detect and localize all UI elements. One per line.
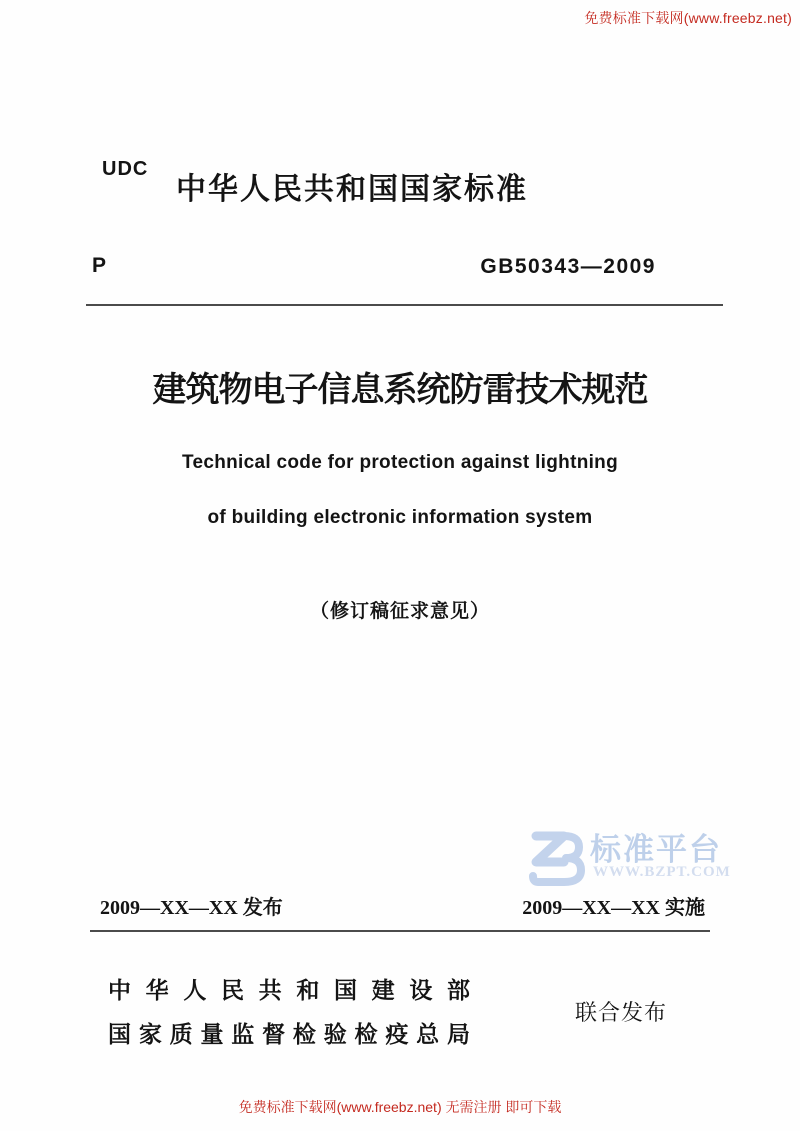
- implementation-date: 2009—XX—XX 实施: [522, 897, 705, 919]
- publisher-quality-inspection-administration: 国 家 质 量 监 督 检 验 检 疫 总 局: [108, 1021, 470, 1047]
- standard-number: GB50343—2009: [480, 255, 656, 278]
- top-divider-rule: [86, 304, 723, 306]
- standard-title-english-line2: of building electronic information system: [207, 507, 593, 528]
- udc-label: UDC: [102, 158, 149, 180]
- revision-draft-note: （修订稿征求意见）: [309, 601, 490, 622]
- classification-code: P: [92, 254, 107, 277]
- footer-download-site-link[interactable]: 免费标准下载网(www.freebz.net) 无需注册 即可下载: [238, 1099, 562, 1115]
- header-download-site-link[interactable]: 免费标准下载网(www.freebz.net): [584, 10, 792, 26]
- joint-publish-label: 联合发布: [575, 1000, 668, 1025]
- watermark-site-name: 标准平台: [590, 832, 722, 867]
- standard-title-english-line1: Technical code for protection against lightning: [182, 452, 618, 473]
- bzpt-watermark: [524, 822, 731, 892]
- national-standard-heading: 中华人民共和国国家标准: [176, 173, 528, 206]
- bottom-divider-rule: [90, 930, 710, 932]
- issue-date: 2009—XX—XX 发布: [100, 897, 283, 919]
- standard-title-chinese: 建筑物电子信息系统防雷技术规范: [152, 371, 648, 409]
- bzpt-logo-icon: [524, 824, 588, 895]
- publisher-ministry-of-construction: 中 华 人 民 共 和 国 建 设 部: [108, 977, 470, 1003]
- watermark-site-url: WWW.BZPT.COM: [593, 864, 731, 880]
